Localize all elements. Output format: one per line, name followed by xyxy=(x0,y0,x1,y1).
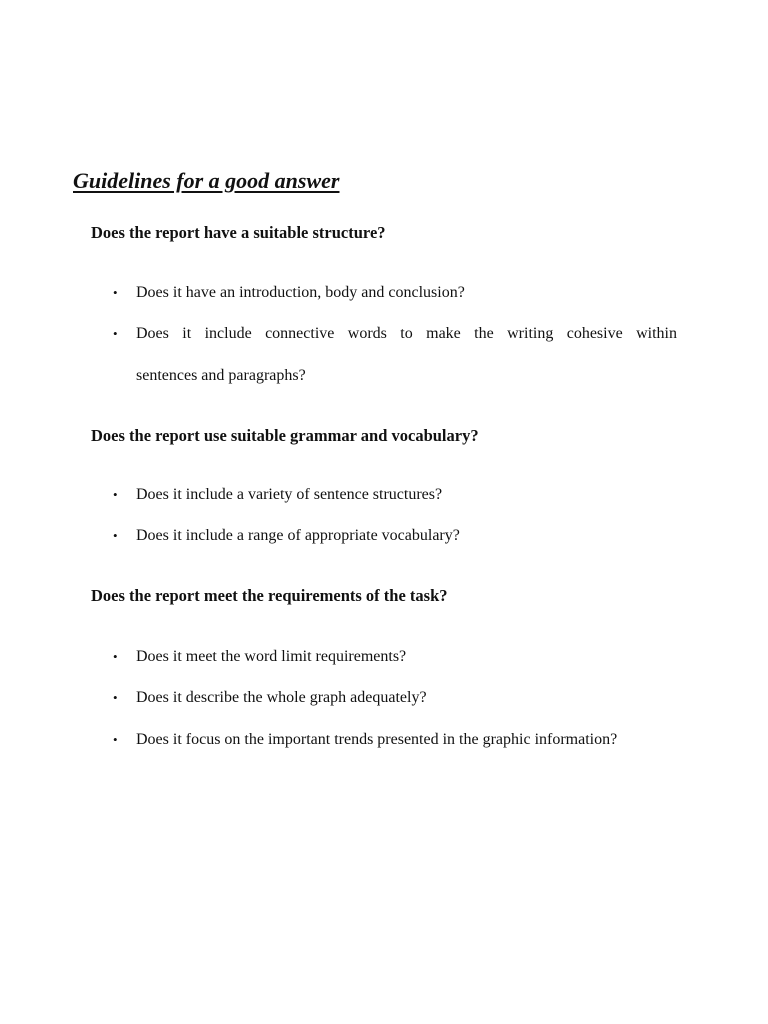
list-item-text: Does it include a variety of sentence structures? xyxy=(136,486,443,503)
list-item-text: Does it focus on the important trends presented in the graphic information? xyxy=(136,731,618,748)
section-heading-requirements: Does the report meet the requirements of the task? xyxy=(91,586,448,605)
section-heading-structure: Does the report have a suitable structure? xyxy=(91,223,386,242)
list-item-text: Does it include a range of appropriate vocabulary? xyxy=(136,527,460,544)
bullet-icon: • xyxy=(113,649,118,664)
section-heading-grammar: Does the report use suitable grammar and vocabulary? xyxy=(91,426,479,445)
list-item-text: Does it meet the word limit requirements? xyxy=(136,648,407,665)
bullet-icon: • xyxy=(113,690,118,705)
bullet-icon: • xyxy=(113,326,118,341)
bullet-icon: • xyxy=(113,528,118,543)
bullet-icon: • xyxy=(113,487,118,502)
list-item-continuation: sentences and paragraphs? xyxy=(136,367,306,384)
list-item-text: Does it include connective words to make the writing cohesive within xyxy=(136,325,677,342)
bullet-icon: • xyxy=(113,285,118,300)
list-item-text: Does it have an introduction, body and conclusion? xyxy=(136,284,465,301)
page-title: Guidelines for a good answer xyxy=(73,168,340,193)
list-item-text: Does it describe the whole graph adequately? xyxy=(136,689,427,706)
bullet-icon: • xyxy=(113,732,118,747)
